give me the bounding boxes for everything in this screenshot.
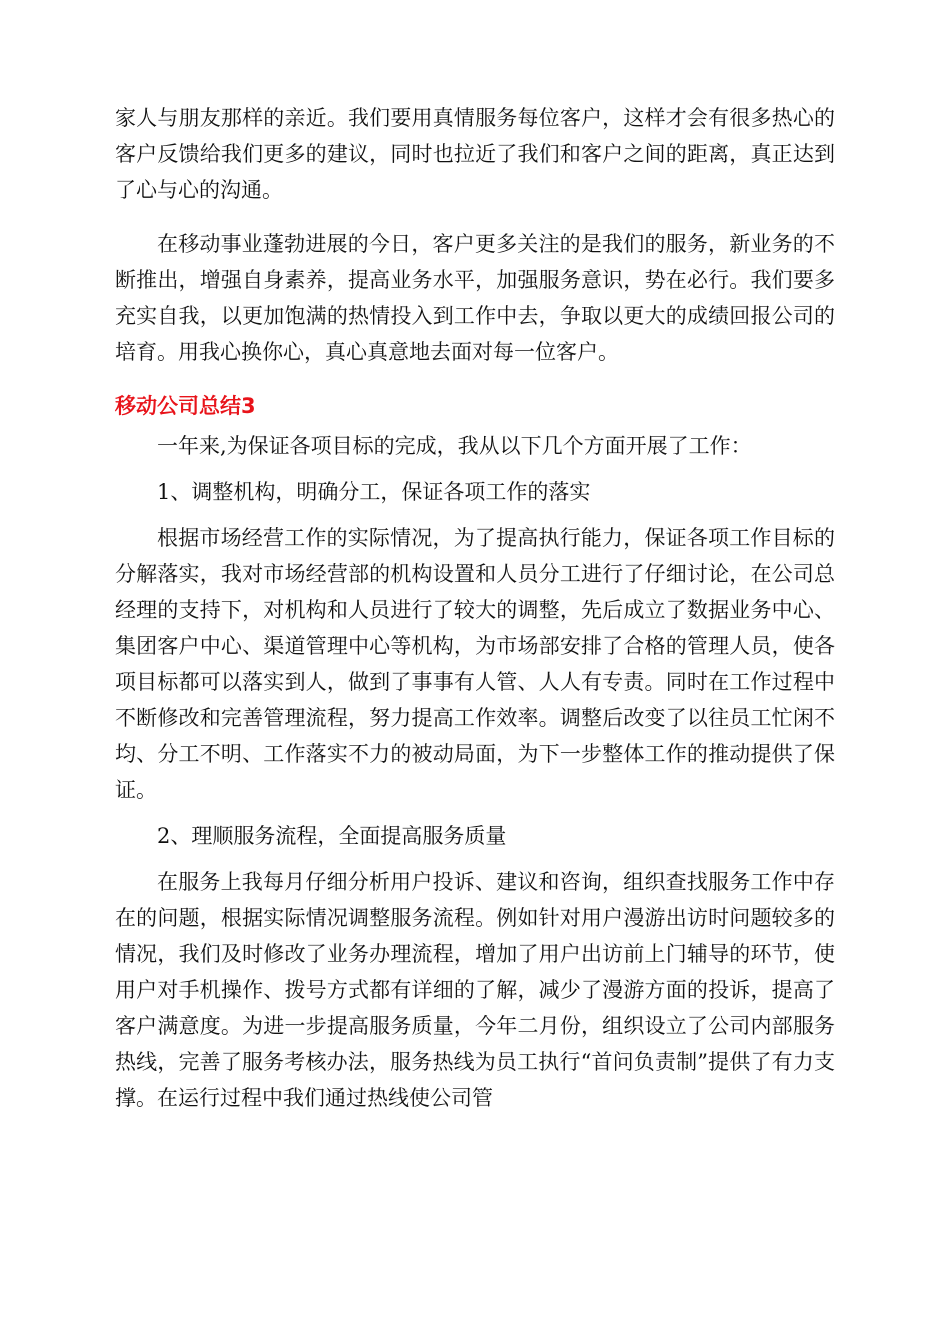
subheading-1: 1、调整机构，明确分工，保证各项工作的落实 bbox=[157, 480, 591, 504]
paragraph-organization: 根据市场经营工作的实际情况，为了提高执行能力，保证各项工作目标的分解落实，我对市场经营部的机构设置和人员分工进行了仔细讨论，在公司总经理的支持下，对机构和人员进行了较大的调整，先后成立了数据业务中心、集团客户中心、渠道管理中心等机构，为市场部安排了合格的管理人员，使各项目标都可以落实到人，做到了事事有人管、人人有专责。同时在工作过程中不断修改和完善管理流程，努力提高工作效率。调整后改变了以往员工忙闲不均、分工不明、工作落实不力的被动局面，为下一步整体工作的推动提供了保证。 bbox=[115, 526, 835, 802]
paragraph-continued: 家人与朋友那样的亲近。我们要用真情服务每位客户，这样才会有很多热心的客户反馈给我们更多的建议，同时也拉近了我们和客户之间的距离，真正达到了心与心的沟通。 bbox=[115, 106, 835, 202]
section-heading: 移动公司总结3 bbox=[115, 394, 256, 418]
document-page bbox=[115, 100, 835, 1116]
paragraph-mobile-development: 在移动事业蓬勃进展的今日，客户更多关注的是我们的服务，新业务的不断推出，增强自身素养，提高业务水平，加强服务意识，势在必行。我们要多充实自我，以更加饱满的热情投入到工作中去，争取以更大的成绩回报公司的培育。用我心换你心，真心真意地去面对每一位客户。 bbox=[115, 232, 835, 364]
paragraph-intro: 一年来,为保证各项目标的完成，我从以下几个方面开展了工作： bbox=[157, 434, 752, 458]
subheading-2: 2、理顺服务流程，全面提高服务质量 bbox=[157, 824, 507, 848]
paragraph-service: 在服务上我每月仔细分析用户投诉、建议和咨询，组织查找服务工作中存在的问题，根据实际情况调整服务流程。例如针对用户漫游出访时问题较多的情况，我们及时修改了业务办理流程，增加了用户出访前上门辅导的环节，使用户对手机操作、拨号方式都有详细的了解，减少了漫游方面的投诉，提高了客户满意度。为进一步提高服务质量，今年二月份，组织设立了公司内部服务热线，完善了服务考核办法，服务热线为员工执行“首问负责制”提供了有力支撑。在运行过程中我们通过热线使公司管 bbox=[115, 870, 835, 1110]
